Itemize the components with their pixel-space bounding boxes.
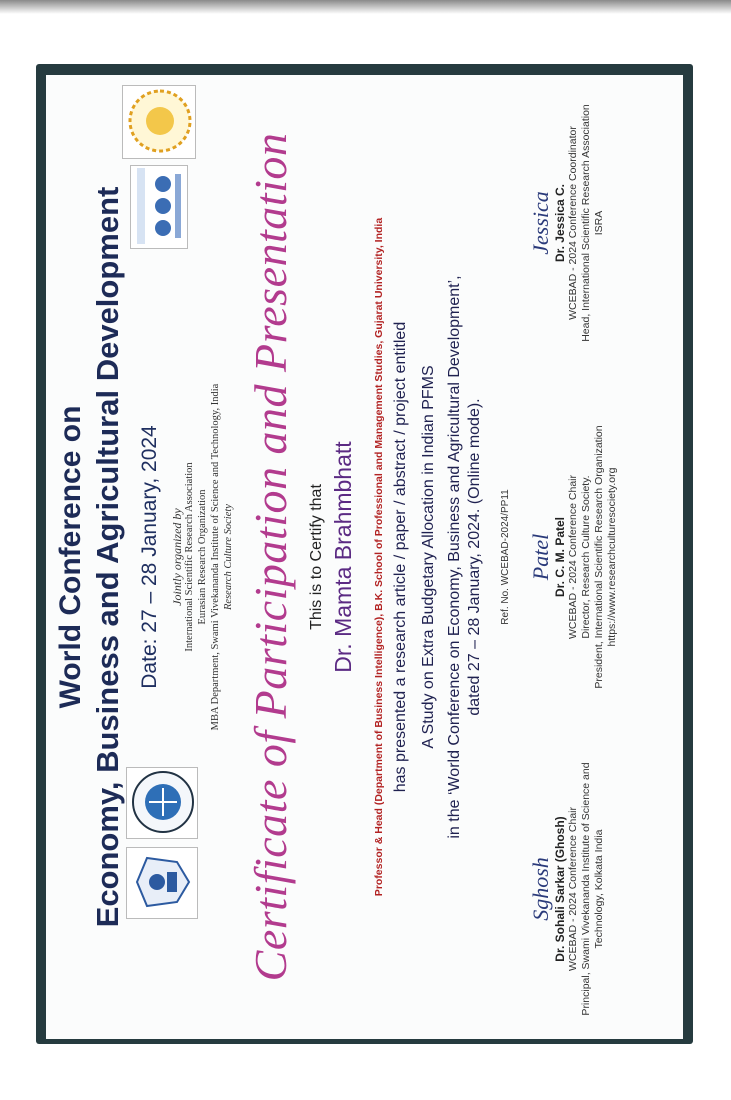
eurasian-research-logo	[126, 767, 198, 839]
signature: Sghosh	[528, 857, 553, 921]
signatory-name: Dr. C. M. Patel	[553, 516, 567, 598]
organizer-3: MBA Department, Swami Vivekananda Institute of Science and Technology, India	[210, 383, 221, 731]
organizer-2: Eurasian Research Organization	[197, 489, 208, 625]
organizer-4: Research Culture Society	[223, 504, 234, 610]
signatory-line: Director, Research Culture Society.	[580, 475, 592, 639]
recipient-affiliation: Professor & Head (Department of Business Intelligence), B.K. School of Professional and Management Studies, Gujarat University, India	[373, 217, 385, 897]
signatory-name: Dr. Jessica C.	[553, 183, 567, 263]
signatory-line: WCEBAD - 2024 Conference Coordinator	[567, 126, 579, 320]
conference-reference: in the ‘World Conference on Economy, Business and Agricultural Development’,	[446, 275, 463, 839]
reference-number: Ref. No. WCEBAD-2024/PP11	[500, 489, 511, 625]
signatory-line: WCEBAD - 2024 Conference Chair	[567, 475, 579, 639]
certificate	[46, 75, 683, 1039]
isra-logo	[126, 847, 198, 919]
jointly-organized-label: Jointly organized by	[170, 508, 184, 606]
signatory-line: Head, International Scientific Research Association	[580, 104, 592, 342]
conference-title-line2: Economy, Business and Agricultural Development	[90, 186, 125, 928]
signatory-line: WCEBAD - 2024 Conference Chair	[567, 807, 579, 971]
research-culture-society-logo	[130, 165, 188, 249]
recipient-name: Dr. Mamta Brahmbhatt	[330, 441, 356, 673]
signatory-line: President, International Scientific Research Organization	[593, 425, 605, 689]
organizer-1: International Scientific Research Association	[184, 462, 195, 652]
presented-text: has presented a research article / paper / abstract / project entitled	[392, 321, 409, 793]
signatory-line: Technology, Kolkata India	[593, 829, 605, 949]
driven-by-research-logo	[122, 85, 196, 159]
signatory-coordinator	[528, 83, 606, 363]
conference-date: Date: 27 – 28 January, 2024	[138, 425, 161, 689]
signatory-name: Dr. Sohali Sarkar (Ghosh)	[553, 816, 567, 962]
signatory-line: ISRA	[593, 210, 605, 236]
certificate-heading: Certificate of Participation and Presentation	[245, 132, 296, 982]
signature: Patel	[528, 533, 553, 581]
signature: Jessica	[528, 191, 553, 255]
paper-title: A Study on Extra Budgetary Allocation in Indian PFMS	[420, 365, 437, 749]
photo-edge-shadow	[0, 0, 731, 14]
signatory-chair-middle	[528, 417, 619, 697]
conference-title-line1: World Conference on	[54, 405, 87, 709]
dated-text: dated 27 – 28 January, 2024. (Online mode).	[466, 398, 483, 716]
certify-text: This is to Certify that	[308, 484, 325, 630]
signatory-line: Principal, Swami Vivekananda Institute of Science and	[580, 762, 592, 1016]
signatory-line: https://www.researchculturesociety.org	[606, 467, 618, 647]
signatory-chair-left	[528, 749, 606, 1029]
